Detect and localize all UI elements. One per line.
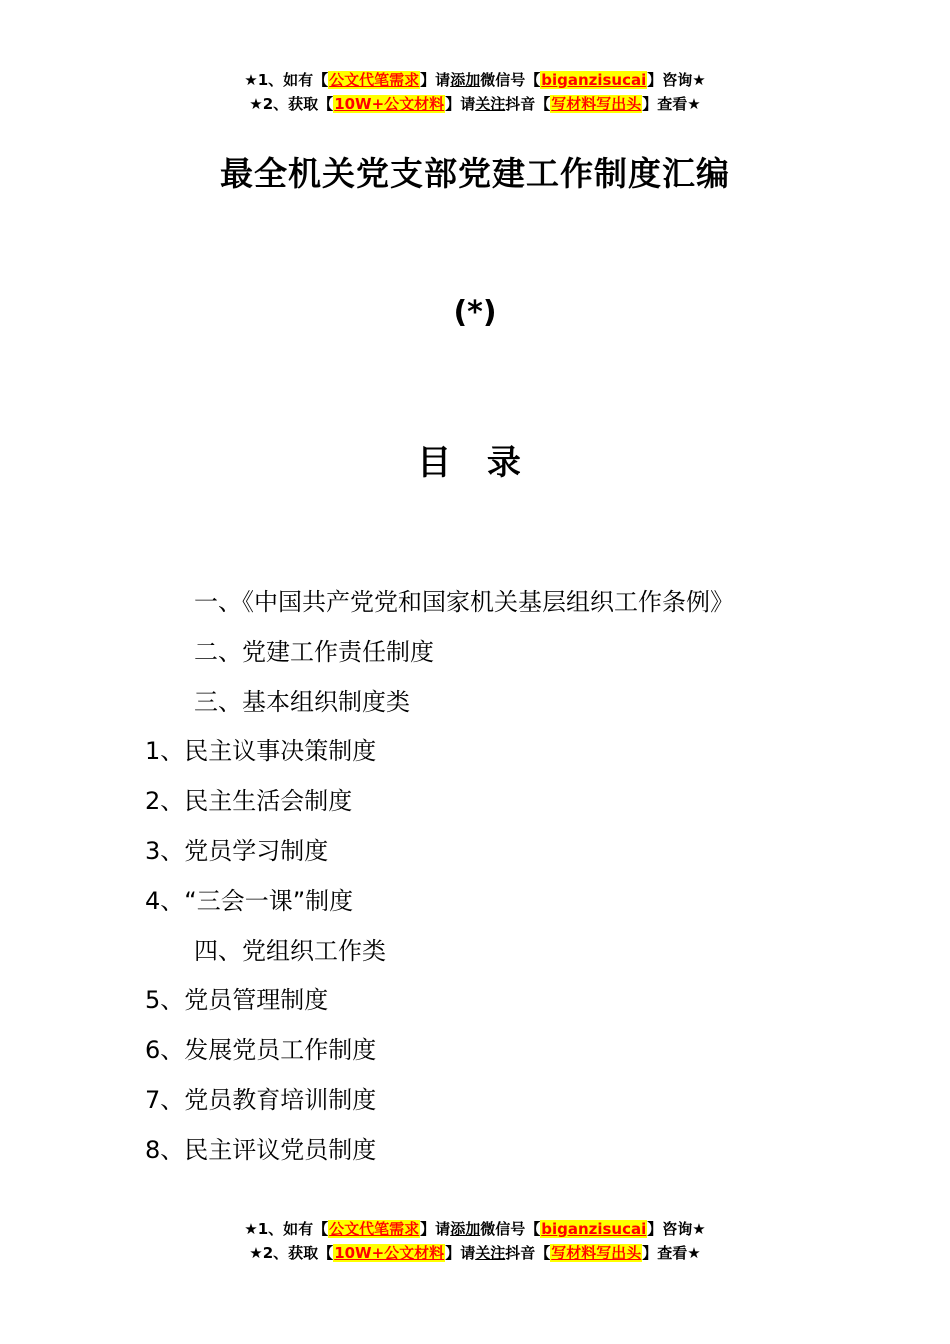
banner-text: 】请: [420, 1220, 451, 1238]
banner-line-1: [0, 68, 950, 92]
header-banner: [0, 68, 950, 116]
banner-text: 】请: [445, 1244, 476, 1262]
banner-highlight-douyin: 写材料写出头: [551, 95, 642, 113]
banner-line-2: [0, 92, 950, 116]
banner-text: 】请: [420, 71, 451, 89]
banner-highlight-materials: 10W+公文材料: [334, 1244, 445, 1262]
banner-highlight-service: 公文代笔需求: [329, 1220, 420, 1238]
banner-emphasis: 关注: [475, 1244, 506, 1262]
banner-text: 】咨询★: [647, 1220, 706, 1238]
banner-highlight-wechat-id: biganzisucai: [541, 71, 647, 89]
toc-item: 3、党员学习制度: [145, 836, 329, 865]
banner-text: ★2、获取【: [249, 95, 334, 113]
banner-highlight-wechat-id: biganzisucai: [541, 1220, 647, 1238]
document-title: 最全机关党支部党建工作制度汇编: [220, 154, 730, 193]
footer-banner: [0, 1217, 950, 1265]
toc-heading: 目 录: [417, 443, 533, 483]
toc-item: 1、民主议事决策制度: [145, 737, 377, 766]
toc-item: 一、《中国共产党党和国家机关基层组织工作条例》: [194, 588, 734, 616]
banner-text: ★1、如有【: [244, 71, 329, 89]
banner-text: ★1、如有【: [244, 1220, 329, 1238]
toc-item: 5、党员管理制度: [145, 986, 329, 1015]
banner-highlight-materials: 10W+公文材料: [334, 95, 445, 113]
toc-item: 8、民主评议党员制度: [145, 1135, 377, 1164]
banner-highlight-douyin: 写材料写出头: [551, 1244, 642, 1262]
toc-item: 二、党建工作责任制度: [194, 637, 434, 666]
toc-item: 4、“三会一课”制度: [145, 886, 354, 915]
document-subtitle: (*): [453, 295, 497, 330]
banner-emphasis: 添加: [450, 1220, 481, 1238]
banner-text: 微信号【: [480, 1220, 541, 1238]
banner-line-2: [0, 1241, 950, 1265]
banner-emphasis: 添加: [450, 71, 481, 89]
banner-text: 微信号【: [480, 71, 541, 89]
banner-emphasis: 关注: [475, 95, 506, 113]
banner-text: 】请: [445, 95, 476, 113]
banner-text: 抖音【: [505, 95, 551, 113]
toc-item: 6、发展党员工作制度: [145, 1036, 377, 1065]
banner-line-1: [0, 1217, 950, 1241]
banner-text: 抖音【: [505, 1244, 551, 1262]
toc-item: 四、党组织工作类: [194, 936, 386, 965]
table-of-contents: [0, 578, 950, 1176]
toc-item: 7、党员教育培训制度: [145, 1085, 377, 1114]
banner-text: 】查看★: [642, 95, 701, 113]
banner-highlight-service: 公文代笔需求: [329, 71, 420, 89]
banner-text: 】查看★: [642, 1244, 701, 1262]
toc-item: 2、民主生活会制度: [145, 787, 353, 816]
banner-text: 】咨询★: [647, 71, 706, 89]
toc-item: 三、基本组织制度类: [194, 687, 410, 716]
banner-text: ★2、获取【: [249, 1244, 334, 1262]
